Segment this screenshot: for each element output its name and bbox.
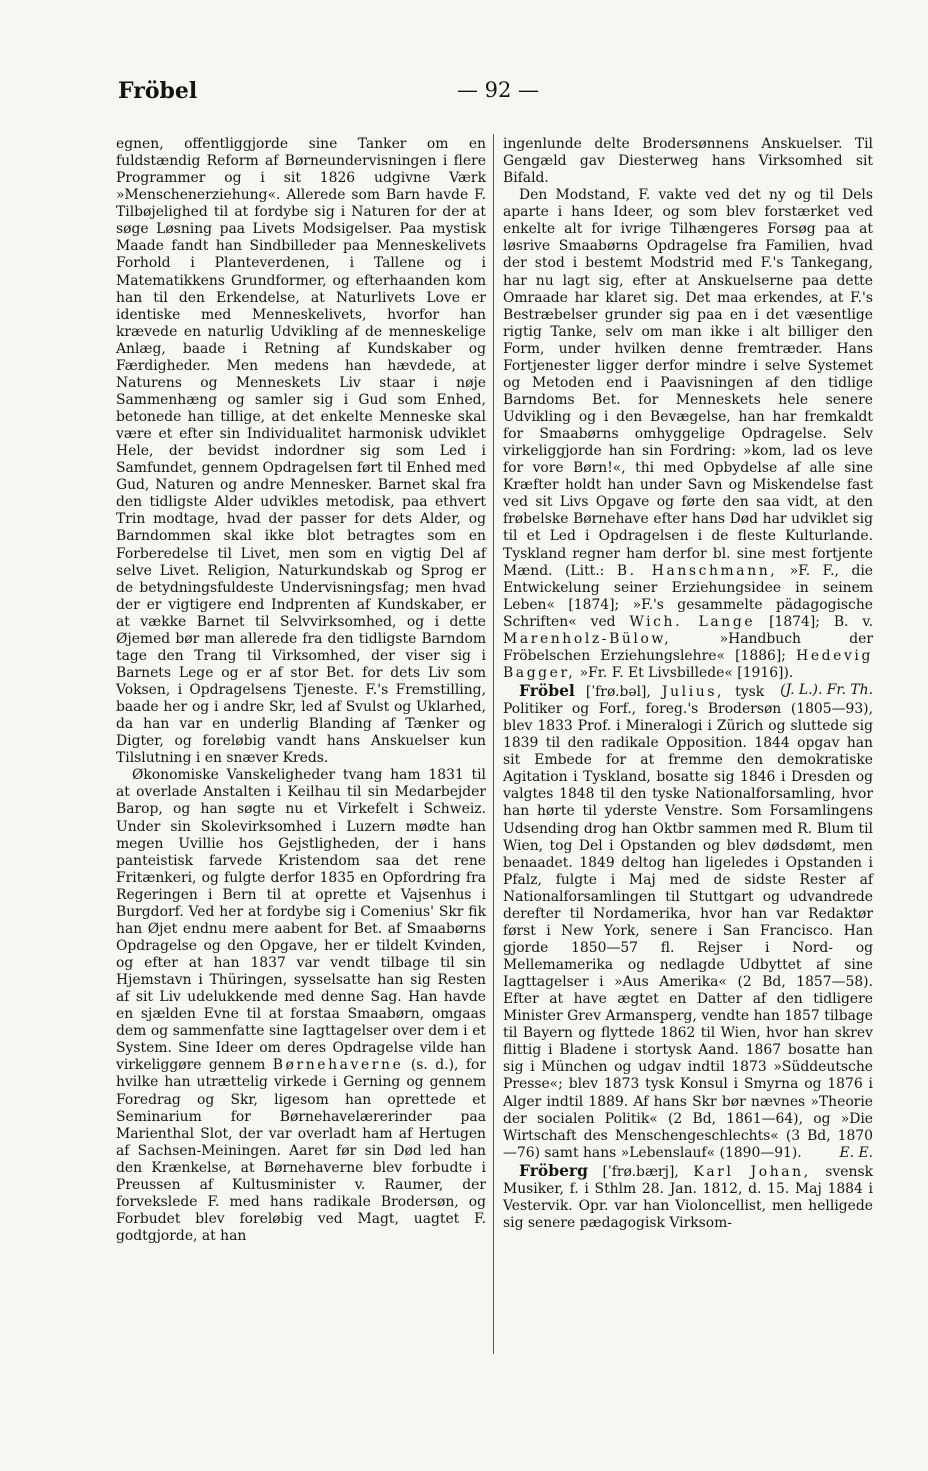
left-paragraph-2 [116,767,486,1245]
lit-author-2: Wich. Lange [629,613,756,630]
right-column [503,136,873,1232]
spaced-term-bornehaverne: Børnehaverne [272,1057,404,1074]
lit-text-1: »F. F., die Entwickelung seiner Erziehungsidee in seinem Leben« [1874]; »F.'s gesammelte pädagogische Schriften« ved [503,562,873,630]
right-paragraph-2-text: Den Modstand, F. vakte ved det ny og til Dels aparte i hans Ideer, og som blev forstærket ved enkelte alt for ivrige Tilhængeres Forsøg paa at løsrive Smaabørns Opdragelse fra Familien, hvad der stod i bestemt Modstrid med F.'s Tankegang, har nu lagt sig, efter at Anskuelserne paa dette Omraade har klaret sig. Det maa erkendes, at F.'s Bestræbelser grunder sig paa en i det væsentlige rigtig Tanke, selv om man ikke i alt billiger den Form, under hvilken denne fremtræder. Hans Fortjenester ligger derfor mindre i selve Systemet og Metoden end i Paavisningen af den tidlige Barndoms Bet. for Menneskets hele senere Udvikling og i den Bevægelse, han har fremkaldt for Smaabørns omhyggelige Opdragelse. Selv virkeliggjorde han sin Fordring: »kom, lad os leve for vore Børn!«, thi med Opbydelse af alle sine Kræfter holdt han under Savn og Miskendelse fast ved sit Livs Opgave og førte den saa vidt, at den frøbelske Børnehave efter hans Død har udviklet sig til et Led i Opdragelsen i de fleste Kulturlande. Tyskland regner ham derfor bl. sine mest fortjente Mænd. (Litt.: [503,187,873,579]
page-number: — 92 — [456,78,540,102]
entry-2-pronunciation: [ˈfrø.bəl], [585,684,651,700]
lit-text-2: [1874]; B. v. [769,613,873,630]
lit-text-4: »Fr. F. Et Livsbillede« [1916]). [579,664,794,681]
lit-author-1: B. Hanschmann, [616,562,778,579]
entry-3-headword: Fröberg [519,1160,588,1180]
entry-froberg [503,1162,873,1232]
left-paragraph-2-text: Økonomiske Vanskeligheder tvang ham 1831 til at overlade Anstalten i Keilhau til sin Medarbejder Barop, og han søgte nu et Virkefelt i Schweiz. Under sin Skolevirksomhed i Luzern mødte han megen Uvillie hos Gejstligheden, der i hans panteistisk farvede Kristendom saa det rene Fritænkeri, og fulgte derfor 1835 en Opfordring fra Regeringen i Bern til at oprette et Vajsenhus i Burgdorf. Ved her at fordybe sig i Comenius' Skr fik han Øjet endnu mere aabent for Bet. af Smaabørns Opdragelse og den Opgave, her er tildelt Kvinden, og efter at han 1837 var vendt tilbage til sin Hjemstavn i Thüringen, sysselsatte han sig Resten af sit Liv udelukkende med denne Sag. Han havde en sjælden Evne til at forstaa Smaabørn, omgaas dem og sammenfatte sine Iagttagelser over dem i et System. Sine Ideer om deres Opdragelse vilde han virkeliggøre gennem [116,767,486,1074]
signature-2: E. E. [839,1144,873,1161]
lit-text-3: »Handbuch der Fröbelschen Erziehungslehre« [1886]; [503,630,873,664]
entry-2-text: tysk Politiker og Forf., foreg.'s Brodersøn (1805—93), blev 1833 Prof. i Mineralogi i Zürich og sluttede sig 1839 til den radikale Opposition. 1844 opgav han sit Embede for at fremme den demokratiske Agitation i Tyskland, bosatte sig 1846 i Dresden og valgtes 1848 til den tyske Nationalforsamling, hvor han hørte til yderste Venstre. Som Forsamlingens Udsending drog han Oktbr sammen med R. Blum til Wien, tog Del i Opstanden og blev dødsdømt, men benaadet. 1849 deltog han ligeledes i Opstanden i Pfalz, fulgte i Maj med de sidste Rester af Nationalforsamlingen til Stuttgart og udvandrede derefter til Nordamerika, hvor han var Redaktør først i New York, senere i San Francisco. Han gjorde 1850—57 fl. Rejser i Nord- og Mellemamerika og nedlagde Udbyttet af sine Iagttagelser i »Aus Amerika« (2 Bd, 1857—58). Efter at have ægtet en Datter af den tidligere Minister Grev Armansperg, vendte han 1857 tilbage til Bayern og flyttede 1862 til Wien, hvor han skrev flittig i Bladene i stortysk Aand. 1867 bosatte han sig i München og udgav indtil 1873 »Süddeutsche Presse«; blev 1873 tysk Konsul i Smyrna og 1876 i Alger indtil 1889. Af hans Skr bør nævnes »Theorie der socialen Politik« (2 Bd, 1861—64), og »Die Wirtschaft des Menschengeschlechts« (3 Bd, 1870—76) samt hans »Lebenslauf« (1890—91). [503,684,873,1161]
entry-julius-frobel [503,682,873,1162]
entry-2-headword: Fröbel [519,681,575,700]
left-paragraph-2-rest: (s. d.), for hvilke han utrættelig virkede i Gerning og gennem Foredrag og Skr, ligesom han oprettede et Seminarium for Børnehavelærerinder paa Marienthal Slot, der var overladt ham af Hertugen af Sachsen-Meiningen. Aaret før sin Død led han den Krænkelse, at Børnehaverne blev forbudte i Preussen af Kultusminister v. Raumer, der forvekslede F. med hans radikale Brodersøn, og Forbudet blev foreløbig ved Magt, uagtet F. godtgjorde, at han [116,1057,486,1244]
right-paragraph-1: ingenlunde delte Brodersønnens Anskuelser. Til Gengæld gav Diesterweg hans Virksomhed sit Bifald. [503,136,873,187]
entry-2-name: Julius, [661,684,725,700]
column-divider [493,134,494,1354]
lit-author-3: Marenholz-Bülow, [503,630,672,647]
running-head-word: Fröbel [118,78,198,104]
left-column [116,136,486,1245]
entry-3-pronunciation: [ˈfrø.bærj], [602,1163,679,1180]
signature-1: (J. L.). Fr. Th. [780,682,873,698]
entry-3-text: svensk Musiker, f. i Sthlm 28. Jan. 1812, d. 15. Maj 1884 i Vestervik. Opr. var han Violoncellist, men helligede sig senere pædagogisk Virksom- [503,1163,873,1231]
entry-3-name: Karl Johan, [693,1163,811,1180]
left-paragraph-1: egnen, offentliggjorde sine Tanker om en fuldstændig Reform af Børneundervisningen i flere Programmer og i sit 1826 udgivne Værk »Menschenerziehung«. Allerede som Barn havde F. Tilbøjelighed til at fordybe sig i Naturen for der at søge Løsning paa Livets Modsigelser. Paa mystisk Maade fandt han Sindbilleder paa Menneskelivets Forhold i Planteverdenen, i Tallene og i Matematikkens Grundformer, og efterhaanden kom han til den Erkendelse, at Naturlivets Love er identiske med Menneskelivets, hvorfor han krævede en naturlig Udvikling af de menneskelige Anlæg, baade i Retning af Kundskaber og Færdigheder. Men medens han hævdede, at Naturens og Menneskets Liv staar i nøje Sammenhæng og samler sig i Gud som Enhed, betonede han tillige, at det enkelte Menneske skal være et efter sin Individualitet harmonisk udviklet Hele, der bevidst indordner sig som Led i Samfundet, gennem Opdragelsen ført til Enhed med Gud, Naturen og andre Mennesker. Barnet skal fra den tidligste Alder udvikles metodisk, paa ethvert Trin modtage, hvad der passer for dets Alder, og Barndommen skal ikke blot betragtes som en Forberedelse til Livet, men som en vigtig Del af selve Livet. Religion, Naturkundskab og Sprog er de betydningsfuldeste Undervisningsfag; men hvad der er vigtigere end Indprenten af Kundskaber, er at vække Barnet til Selvvirksomhed, og i dette Øjemed bør man allerede fra den tidligste Barndom tage den Trang til Virksomhed, der viser sig i Barnets Lege og er af stor Bet. for dets Liv som Voksen, i Opdragelsens Tjeneste. F.'s Fremstilling, baade her og i andre Skr, led af Svulst og Uklarhed, da han var en underlig Blanding af Tænker og Digter, og foreløbig vandt hans Anskuelser kun Tilslutning i en snæver Kreds. [116,136,486,767]
lit-author-4: Hedevig Bagger, [503,647,873,681]
page-header [118,78,878,114]
